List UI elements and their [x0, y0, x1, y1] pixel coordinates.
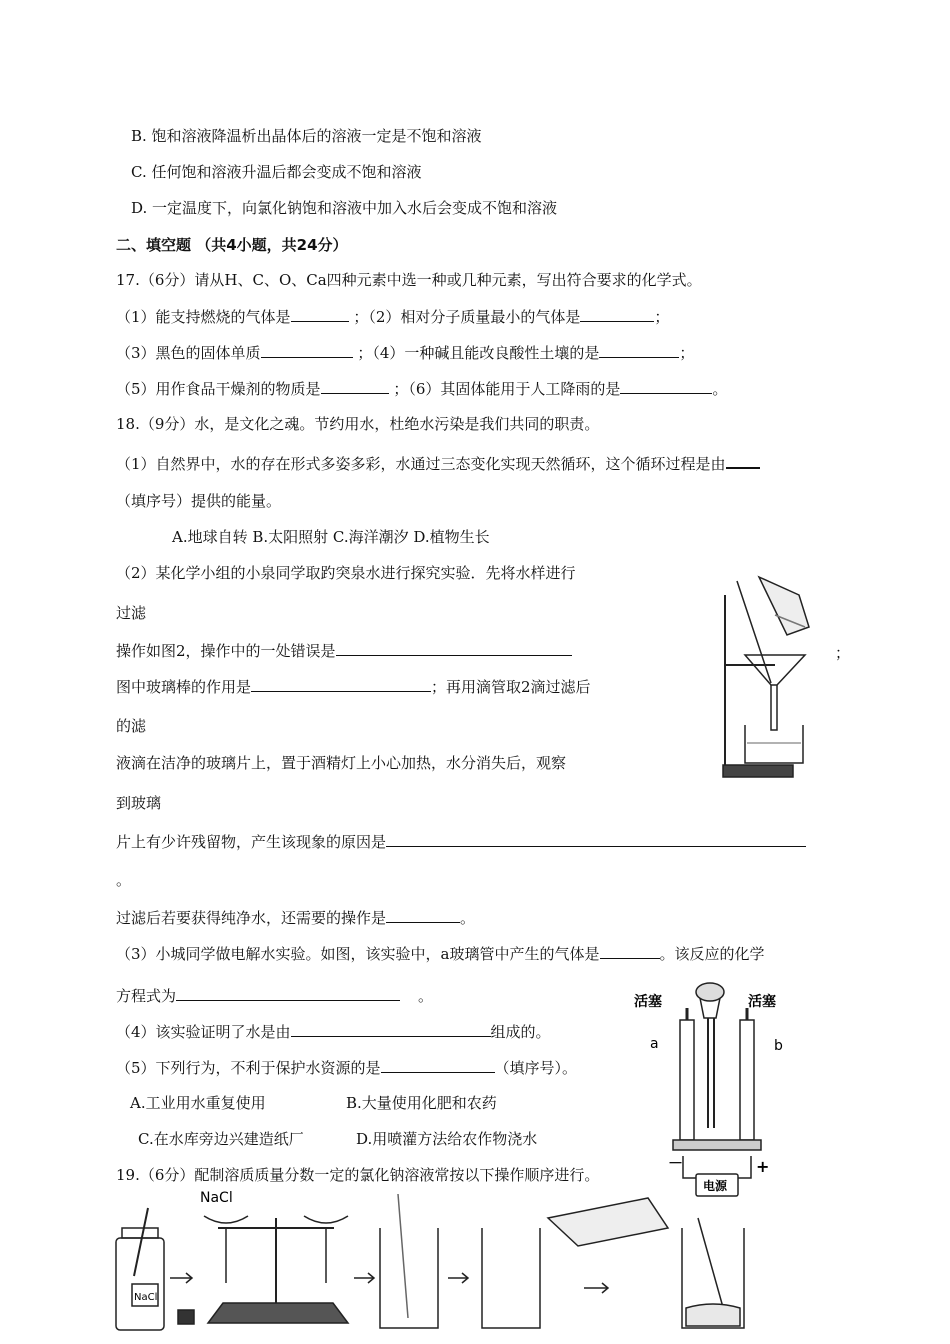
- q18-s1-options: A.地球自转 B.太阳照射 C.海洋潮汐 D.植物生长: [172, 528, 490, 546]
- q18-s3-line-2: [116, 985, 433, 1006]
- q18-s3-blank-1[interactable]: [600, 943, 660, 959]
- q18-s3-blank-2[interactable]: [176, 985, 400, 1001]
- q18-s2-text-h: 到玻璃: [116, 794, 162, 812]
- q18-s1-line: [116, 452, 760, 474]
- nacl-jar-label: NaCl: [134, 1292, 158, 1303]
- plus-label: +: [756, 1157, 770, 1176]
- stopcock-right-label: 活塞: [748, 994, 776, 1010]
- q18-s2-text-i: 片上有少许残留物，产生该现象的原因是: [116, 833, 387, 851]
- q17-semicolon: ；: [679, 344, 695, 362]
- q17-part-1: （1）能支持燃烧的气体是: [116, 308, 291, 326]
- q18-s2-line-c: [116, 640, 572, 661]
- tube-a-label: a: [650, 1036, 659, 1052]
- q17-stem: 17.（6分）请从H、C、O、Ca四种元素中选一种或几种元素，写出符合要求的化学式。: [116, 271, 702, 289]
- q17-line-3: [116, 378, 727, 399]
- q17-blank-6[interactable]: [620, 378, 712, 394]
- tube-b-label: b: [774, 1038, 783, 1054]
- q18-s2-blank-1[interactable]: [336, 640, 572, 656]
- q18-s3-period: 。: [418, 987, 434, 1005]
- q18-s5-text-a: （5）下列行为，不利于保护水资源的是: [116, 1059, 381, 1077]
- q18-s2-text-b: 过滤: [116, 604, 147, 622]
- q18-s5-line: [116, 1057, 577, 1078]
- q17-blank-5[interactable]: [321, 378, 389, 394]
- q18-s2-line-k: [116, 907, 475, 928]
- q16-option-c: C. 任何饱和溶液升温后都会变成不饱和溶液: [131, 163, 422, 181]
- filtration-figure: [715, 575, 825, 785]
- q18-s4-text-a: （4）该实验证明了水是由: [116, 1023, 291, 1041]
- q18-s2-line-d: [116, 676, 591, 697]
- q18-s5-blank[interactable]: [381, 1057, 495, 1073]
- q18-s2-period: 。: [116, 871, 132, 889]
- q18-s1-text: （1）自然界中，水的存在形式多姿多彩，水通过三态变化实现天然循环，这个循环过程是由: [116, 455, 726, 473]
- q18-s2-blank-3[interactable]: [386, 831, 806, 847]
- q18-s2-text-d: 图中玻璃棒的作用是: [116, 678, 252, 696]
- q18-s3-text-a: （3）小城同学做电解水实验。如图，该实验中，a玻璃管中产生的气体是: [116, 945, 600, 963]
- q18-s2-blank-4[interactable]: [386, 907, 460, 923]
- q18-s5-option-d: D.用喷灌方法给农作物浇水: [356, 1130, 538, 1148]
- q17-line-1: [116, 306, 669, 327]
- q17-period: 。: [712, 380, 728, 398]
- q18-s3-line: [116, 943, 765, 964]
- q17-blank-2[interactable]: [580, 306, 654, 322]
- q18-s2-text-a: （2）某化学小组的小泉同学取趵突泉水进行探究实验．先将水样进行: [116, 564, 576, 582]
- q17-part-3: （3）黑色的固体单质: [116, 344, 261, 362]
- q18-s2-text-f: 的滤: [116, 717, 147, 735]
- q18-s2-text-e: ；再用滴管取2滴过滤后: [431, 678, 591, 696]
- q18-s2-text-k: 过滤后若要获得纯净水，还需要的操作是: [116, 909, 387, 927]
- q18-s4-line: [116, 1021, 551, 1042]
- q18-s3-text-c: 方程式为: [116, 987, 177, 1005]
- q18-s4-blank[interactable]: [291, 1021, 491, 1037]
- q17-blank-4[interactable]: [599, 342, 679, 358]
- q19-stem: 19.（6分）配制溶质质量分数一定的氯化钠溶液常按以下操作顺序进行。: [116, 1166, 600, 1184]
- q18-s5-text-b: （填序号）。: [494, 1059, 578, 1077]
- q18-s1-blank[interactable]: [726, 452, 760, 469]
- solution-prep-figure: [108, 1188, 788, 1338]
- q18-s2-line-i: [116, 831, 806, 852]
- q17-part-2: ；（2）相对分子质量最小的气体是: [353, 308, 581, 326]
- q18-s2-text-g: 液滴在洁净的玻璃片上，置于酒精灯上小心加热，水分消失后，观察: [116, 754, 567, 772]
- q18-s2-period-2: 。: [460, 909, 476, 927]
- q18-stem: 18.（9分）水，是文化之魂。节约用水，杜绝水污染是我们共同的职责。: [116, 415, 600, 433]
- q17-part-4: ；（4）一种碱且能改良酸性土壤的是: [357, 344, 600, 362]
- q18-s1-suffix: （填序号）提供的能量。: [116, 492, 282, 510]
- q18-s5-option-a: A.工业用水重复使用: [130, 1094, 266, 1112]
- q18-s5-option-c: C.在水库旁边兴建造纸厂: [138, 1130, 304, 1148]
- section-title: 二、填空题 （共4小题，共24分）: [116, 236, 348, 254]
- q18-s2-semicolon: ；: [835, 644, 851, 662]
- q16-option-d: D. 一定温度下，向氯化钠饱和溶液中加入水后会变成不饱和溶液: [131, 199, 558, 217]
- q18-s5-option-b: B.大量使用化肥和农药: [346, 1094, 497, 1112]
- q16-option-b: B. 饱和溶液降温析出晶体后的溶液一定是不饱和溶液: [131, 127, 482, 145]
- electrolysis-figure: [628, 978, 818, 1203]
- nacl-scale-label: NaCl: [200, 1190, 233, 1206]
- power-label: 电源: [703, 1179, 728, 1193]
- q17-part-5: （5）用作食品干燥剂的物质是: [116, 380, 321, 398]
- q18-s2-text-c: 操作如图2，操作中的一处错误是: [116, 642, 336, 660]
- stopcock-left-label: 活塞: [634, 994, 662, 1010]
- q17-part-6: ；（6）其固体能用于人工降雨的是: [393, 380, 621, 398]
- q17-blank-3[interactable]: [261, 342, 353, 358]
- q17-semicolon: ；: [654, 308, 670, 326]
- q18-s2-blank-2[interactable]: [251, 676, 431, 692]
- q18-s4-text-b: 组成的。: [490, 1023, 551, 1041]
- q17-line-2: [116, 342, 694, 363]
- q18-s3-text-b: 。该反应的化学: [659, 945, 765, 963]
- minus-label: －: [668, 1154, 684, 1172]
- q17-blank-1[interactable]: [291, 306, 349, 322]
